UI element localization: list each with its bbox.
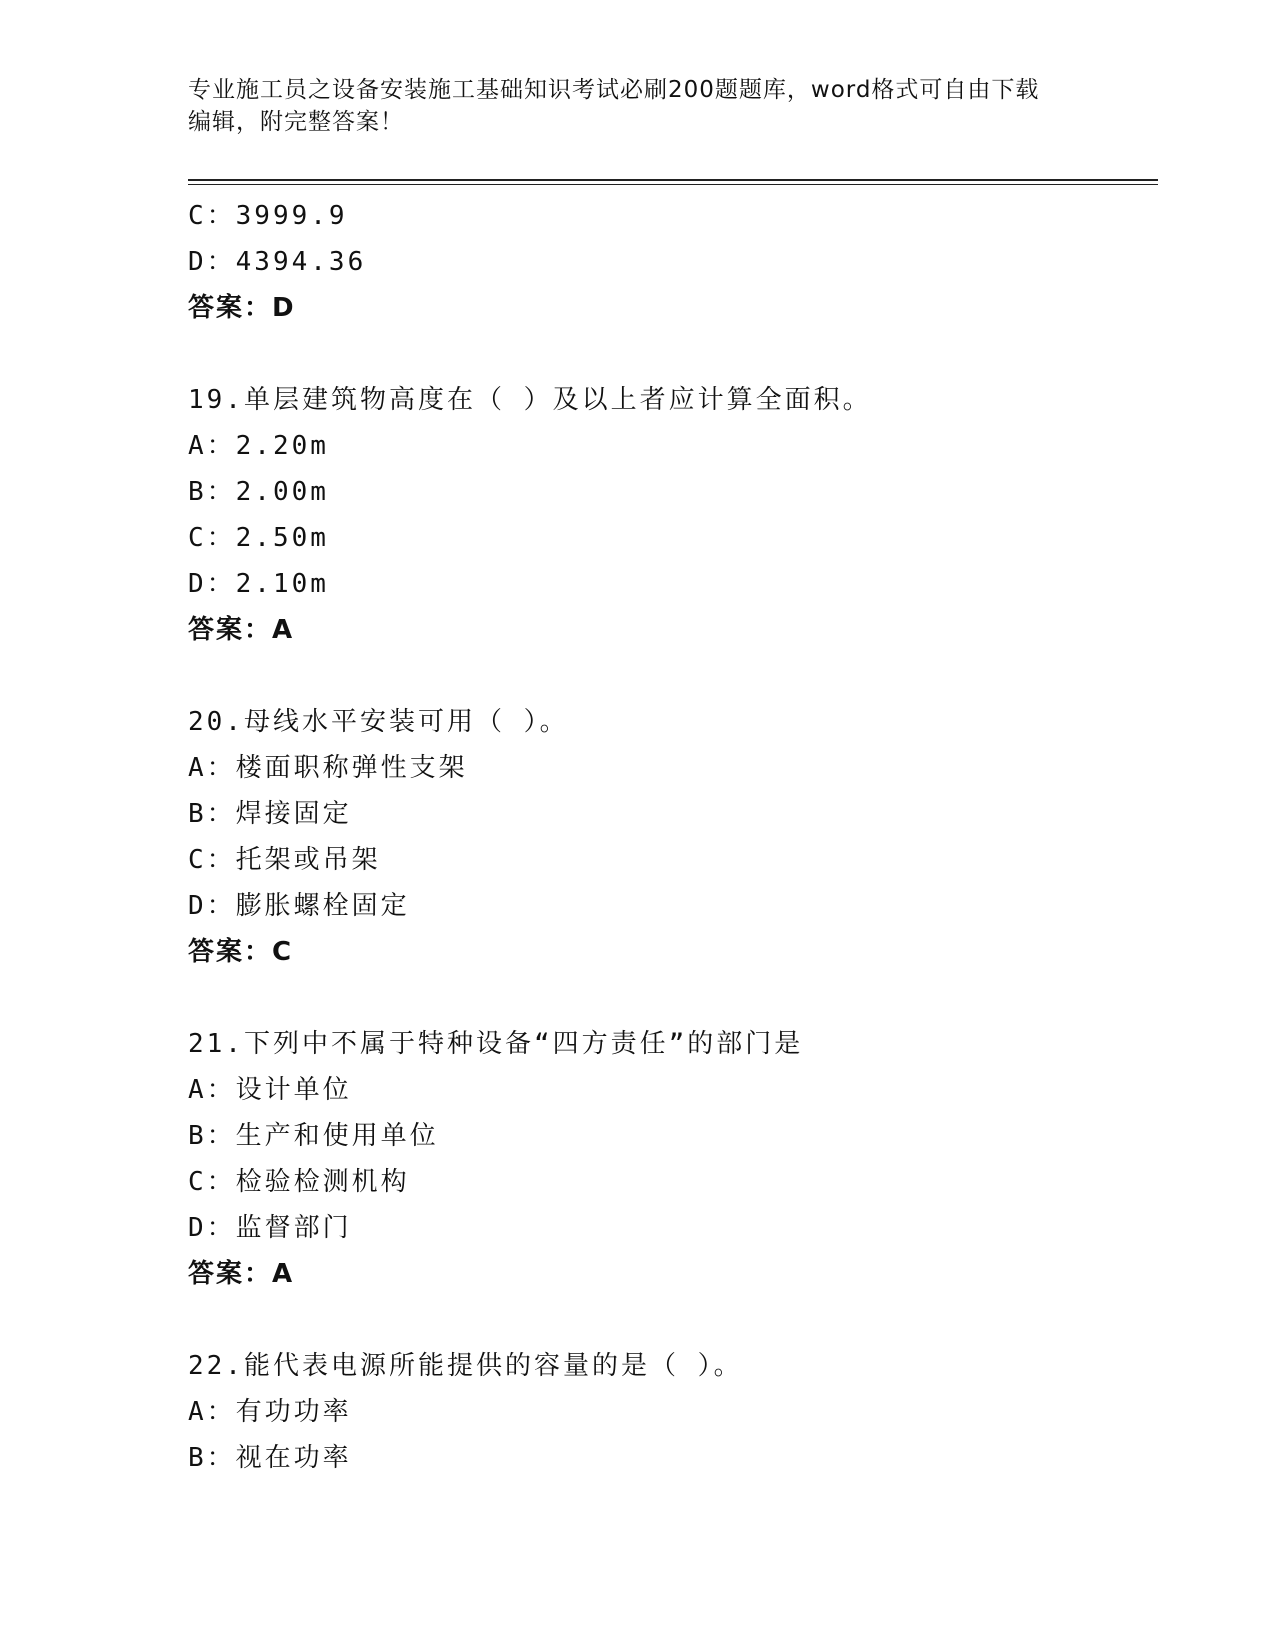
- question-spacer: [188, 331, 1158, 377]
- question-stem: 19.单层建筑物高度在（ ）及以上者应计算全面积。: [188, 385, 872, 415]
- question-22: [188, 1343, 1158, 1481]
- option-d: D：2.10m: [188, 569, 329, 599]
- header-line-2: 编辑，附完整答案！: [188, 109, 404, 135]
- header-divider-thin: [188, 184, 1158, 185]
- option-d: D：4394.36: [188, 247, 367, 277]
- header-line-1: 专业施工员之设备安装施工基础知识考试必刷200题题库，word格式可自由下载: [188, 77, 1040, 103]
- option-c: C：托架或吊架: [188, 845, 381, 875]
- question-spacer: [188, 975, 1158, 1021]
- option-d: D：监督部门: [188, 1213, 352, 1243]
- answer-line: 答案：A: [188, 615, 295, 645]
- option-c: C：3999.9: [188, 201, 348, 231]
- option-b: B：焊接固定: [188, 799, 352, 829]
- option-b: B：视在功率: [188, 1443, 352, 1473]
- question-spacer: [188, 653, 1158, 699]
- option-b: B：生产和使用单位: [188, 1121, 439, 1151]
- question-stem: 22.能代表电源所能提供的容量的是（ ）。: [188, 1351, 743, 1381]
- question-stem: 20.母线水平安装可用（ ）。: [188, 707, 569, 737]
- option-b: B：2.00m: [188, 477, 329, 507]
- question-19: [188, 377, 1158, 653]
- answer-line: 答案：A: [188, 1259, 295, 1289]
- option-d: D：膨胀螺栓固定: [188, 891, 410, 921]
- document-header: [188, 74, 1068, 138]
- question-stem: 21.下列中不属于特种设备“四方责任”的部门是: [188, 1029, 804, 1059]
- question-18-continuation: [188, 193, 1158, 331]
- header-divider-thick: [188, 179, 1158, 181]
- question-list: [188, 193, 1158, 1481]
- question-21: [188, 1021, 1158, 1297]
- option-a: A：设计单位: [188, 1075, 352, 1105]
- option-c: C：检验检测机构: [188, 1167, 410, 1197]
- option-a: A：有功功率: [188, 1397, 352, 1427]
- option-c: C：2.50m: [188, 523, 329, 553]
- answer-line: 答案：D: [188, 293, 296, 323]
- question-spacer: [188, 1297, 1158, 1343]
- option-a: A：2.20m: [188, 431, 329, 461]
- answer-line: 答案：C: [188, 937, 294, 967]
- question-20: [188, 699, 1158, 975]
- option-a: A：楼面职称弹性支架: [188, 753, 468, 783]
